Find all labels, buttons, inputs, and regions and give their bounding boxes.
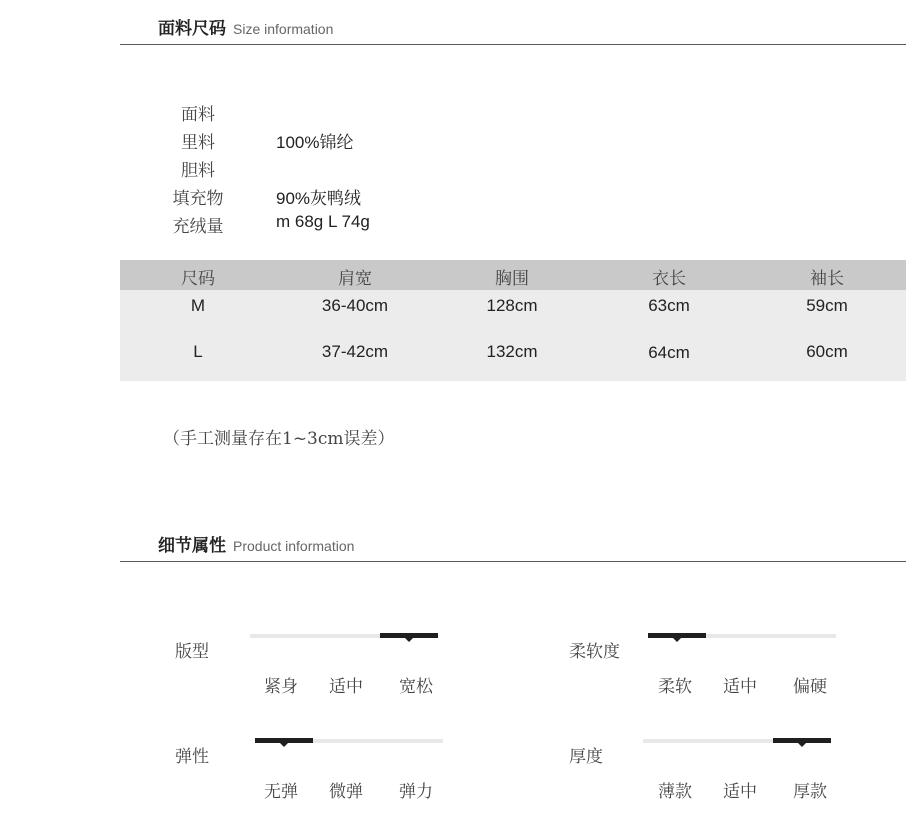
- fit-option-tight: 紧身: [264, 677, 298, 697]
- table-cell: L: [193, 342, 203, 361]
- size-section-title-en: Size information: [233, 21, 334, 37]
- fabric-value-fill-weight: m 68g L 74g: [276, 212, 370, 231]
- attribute-label-elasticity: 弹性: [175, 747, 209, 767]
- product-section-title-en: Product information: [233, 538, 355, 554]
- fit-option-regular: 适中: [329, 677, 363, 697]
- size-table: [120, 260, 906, 381]
- elasticity-indicator: [255, 738, 313, 743]
- fit-indicator: [380, 633, 438, 638]
- fabric-label-filling: 填充物: [172, 189, 224, 209]
- table-cell: 64cm: [648, 343, 690, 362]
- table-cell: 132cm: [486, 342, 538, 361]
- size-table-header: [120, 260, 906, 290]
- fabric-label-inner: 胆料: [181, 161, 215, 181]
- table-cell: 63cm: [648, 296, 690, 315]
- product-section-header: [158, 531, 354, 556]
- attribute-label-fit: 版型: [175, 642, 209, 662]
- size-section-divider: [120, 44, 906, 45]
- thickness-option-thick: 厚款: [793, 782, 827, 802]
- elasticity-option-stretch: 弹力: [399, 782, 433, 802]
- attribute-label-thickness: 厚度: [569, 747, 603, 767]
- product-section-title-cn: 细节属性: [158, 536, 226, 556]
- table-cell: M: [190, 296, 206, 315]
- fabric-label-shell: 面料: [181, 105, 215, 125]
- table-cell: 36-40cm: [321, 296, 389, 315]
- column-header-length: 衣长: [652, 269, 686, 289]
- fabric-value-lining: 100%锦纶: [276, 133, 354, 152]
- thickness-scale-track: [643, 739, 831, 743]
- fabric-label-lining: 里料: [181, 133, 215, 153]
- fit-option-loose: 宽松: [399, 677, 433, 697]
- thickness-option-medium: 适中: [723, 782, 757, 802]
- column-header-shoulder: 肩宽: [338, 269, 372, 289]
- elasticity-option-slight: 微弹: [329, 782, 363, 802]
- softness-scale-track: [648, 634, 836, 638]
- product-section-divider: [120, 561, 906, 562]
- fit-scale-track: [250, 634, 438, 638]
- attribute-label-softness: 柔软度: [569, 642, 620, 662]
- column-header-size: 尺码: [181, 269, 215, 289]
- table-cell: 128cm: [486, 296, 538, 315]
- softness-indicator: [648, 633, 706, 638]
- elasticity-scale-track: [255, 739, 443, 743]
- table-cell: 59cm: [806, 296, 848, 315]
- thickness-indicator: [773, 738, 831, 743]
- column-header-sleeve: 袖长: [810, 269, 844, 289]
- size-section-header: [158, 14, 333, 39]
- softness-option-medium: 适中: [723, 677, 757, 697]
- size-section-title-cn: 面料尺码: [158, 19, 226, 39]
- table-cell: 37-42cm: [321, 342, 389, 361]
- softness-option-soft: 柔软: [658, 677, 692, 697]
- table-cell: 60cm: [806, 342, 848, 361]
- fabric-label-fill-weight: 充绒量: [172, 217, 224, 237]
- measurement-note: （手工测量存在1~3cm误差）: [163, 429, 395, 449]
- softness-option-stiff: 偏硬: [793, 677, 827, 697]
- thickness-option-thin: 薄款: [658, 782, 692, 802]
- fabric-value-filling: 90%灰鸭绒: [276, 189, 362, 208]
- elasticity-option-none: 无弹: [264, 782, 298, 802]
- column-header-chest: 胸围: [495, 269, 529, 289]
